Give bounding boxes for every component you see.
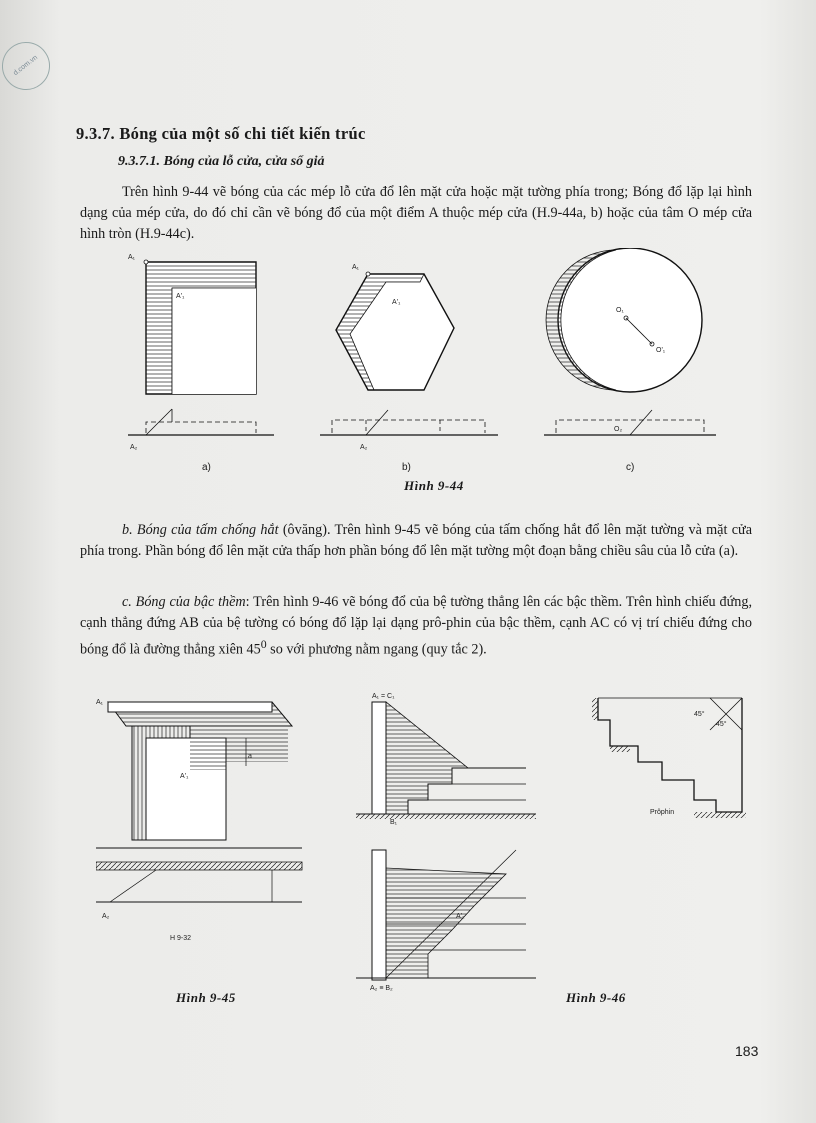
paragraph-b xyxy=(80,520,752,562)
label-A2-a: A₂ xyxy=(130,444,138,451)
label-O1p: O'₁ xyxy=(656,347,666,354)
figure-9-46-caption: Hình 9-46 xyxy=(566,990,626,1005)
subsection-heading: 9.3.7.1. Bóng của lỗ cửa, cửa sổ giả xyxy=(118,154,325,169)
figure-9-44 xyxy=(120,248,720,488)
paragraph-c xyxy=(80,592,752,661)
label-A1p-b: A'₁ xyxy=(392,299,401,306)
figure-9-44c xyxy=(544,248,716,435)
paragraph-b-body: (ôvăng). Trên hình 9-45 vẽ bóng của tấm chống hắt đổ lên mặt tường và mặt cửa phía trong. Phần bóng đổ lên mặt cửa thấp hơn phần bóng đổ lên mặt tường một đoạn bằng chiều sâu của lỗ cửa (a). xyxy=(80,522,752,559)
figure-9-46-profile xyxy=(590,694,760,824)
fig-945-note: H 9-32 xyxy=(170,935,192,942)
fig-946-label-45a: 45° xyxy=(694,711,705,718)
fig-946-label-A2p: A'₂ xyxy=(456,913,465,920)
figure-9-44a xyxy=(128,254,274,451)
label-A1-b: A₁ xyxy=(352,264,360,271)
section-heading: 9.3.7. Bóng của một số chi tiết kiến trúc xyxy=(76,124,366,143)
paragraph-c-body: : Trên hình 9-46 vẽ bóng đổ của bệ tường thẳng lên các bậc thềm. Trên hình chiếu đứng, cạnh thẳng đứng AB của bệ tường có bóng đổ lặp lại dạng prô-phin của bậc thềm, cạnh AC có vị trí chiếu đứng cho bóng đổ là đường thẳng xiên 45 xyxy=(80,594,753,658)
label-O1: O₁ xyxy=(616,307,624,314)
label-A2-b: A₂ xyxy=(360,444,368,451)
degree-superscript: 0 xyxy=(260,637,267,651)
paragraph-b-lead: b. Bóng của tấm chống hắt xyxy=(122,522,279,538)
watermark-stamp xyxy=(0,32,60,99)
paragraph-c-lead: c. Bóng của bậc thềm xyxy=(122,594,246,610)
fig-946-label-A1C1: A₁ = C₁ xyxy=(372,693,395,700)
fig-945-label-a: a xyxy=(248,753,252,760)
page-number: 183 xyxy=(735,1043,759,1059)
label-O2: O₂ xyxy=(614,426,623,433)
figure-9-44-caption: Hình 9-44 xyxy=(404,478,464,493)
watermark-text: d.com.vn xyxy=(12,54,40,78)
fig-946-label-B1: B₁ xyxy=(390,819,398,826)
fig-946-label-A2B2: A₂ ≡ B₂ xyxy=(370,985,393,992)
figure-9-44b xyxy=(320,264,498,451)
paragraph-intro: Trên hình 9-44 vẽ bóng của các mép lỗ cửa đổ lên mặt cửa hoặc mặt tường phía trong; Bóng đổ lặp lại hình dạng của mép cửa, do đó chỉ cần vẽ bóng đổ của một điểm A thuộc mép cửa (H.9-44a, b) hoặc của tâm O mép cửa hình tròn (H.9-44c). xyxy=(80,184,752,242)
fig-946-label-45b: 45° xyxy=(716,721,727,728)
figure-9-45 xyxy=(96,688,306,948)
label-A1-a: A₁ xyxy=(128,254,136,261)
label-A1p-a: A'₁ xyxy=(176,293,185,300)
fig-944-sublabel-a: a) xyxy=(202,462,211,473)
figure-9-45-caption: Hình 9-45 xyxy=(176,990,236,1005)
fig-945-label-A1p: A'₁ xyxy=(180,773,189,780)
fig-946-label-profile: Prôphin xyxy=(650,809,675,816)
figure-9-46-views xyxy=(356,688,536,998)
fig-945-label-A2: A₂ xyxy=(102,913,110,920)
fig-944-sublabel-b: b) xyxy=(402,462,411,473)
paragraph-c-end: so với phương nằm ngang (quy tắc 2). xyxy=(266,641,487,658)
fig-945-label-A1: A₁ xyxy=(96,699,104,706)
fig-944-sublabel-c: c) xyxy=(626,462,635,473)
